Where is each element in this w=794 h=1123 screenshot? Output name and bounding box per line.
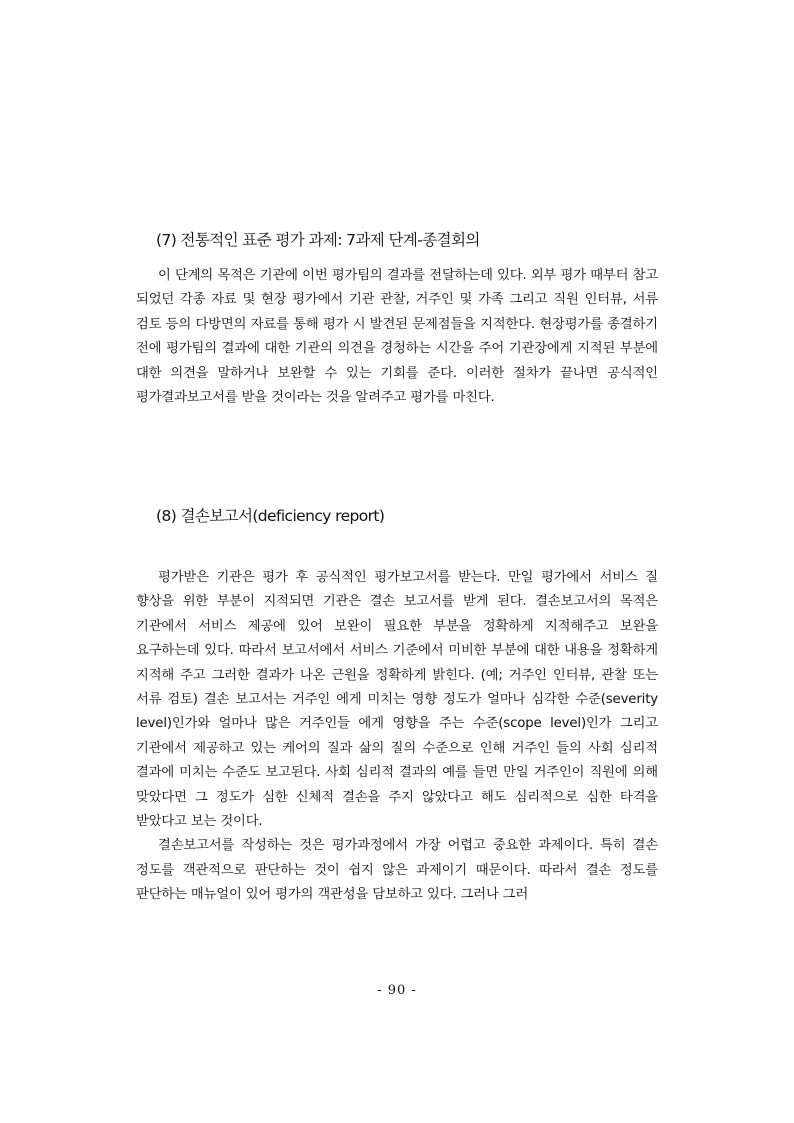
page-number: - 90 - (377, 983, 417, 998)
section-7-paragraph: 이 단계의 목적은 기관에 이번 평가팀의 결과를 전달하는데 있다. 외부 평가 때부터 참고 되었던 각종 자료 및 현장 평가에서 기관 관찰, 거주인 및 가족 그리고 직원 인터뷰, 서류 검토 등의 다방면의 자료를 통해 평가 시 발견된 문제점들을 지적한다. 현장평가를 종결하기 전에 평가팀의 결과에 대한 기관의 의견을 경청하는 시간을 주어 기관장에게 지적된 부분에 대한 의견을 말하거나 보완할 수 있는 기회를 준다. 이러한 절차가 끝나면 공식적인 평가결과보고서를 받을 것이라는 것을 알려주고 평가를 마친다. (136, 268, 658, 406)
section-8-paragraph-2: 결손보고서를 작성하는 것은 평가과정에서 가장 어렵고 중요한 과제이다. 특히 결손 정도를 객관적으로 판단하는 것이 쉽지 않은 과제이기 때문이다. 따라서 결손 정도를 판단하는 매뉴얼이 있어 평가의 객관성을 담보하고 있다. 그러나 그러 (136, 838, 658, 903)
section-7-heading: (7) 전통적인 표준 평가 과제: 7과제 단계-종결회의 (156, 231, 480, 249)
section-8-paragraph-1: 평가받은 기관은 평가 후 공식적인 평가보고서를 받는다. 만일 평가에서 서비스 질 향상을 위한 부분이 지적되면 기관은 결손 보고서를 받게 된다. 결손보고서의 목적은 기관에서 서비스 제공에 있어 보완이 필요한 부분을 정확하게 지적해주고 보완을 요구하는데 있다. 따라서 보고서에서 서비스 기준에서 미비한 부분에 대한 내용을 정확하게 지적해 주고 그러한 결과가 나온 근원을 정확하게 밝힌다. (예; 거주인 인터뷰, 관찰 또는 서류 검토) 결손 보고서는 거주인 에게 미치는 영향 정도가 얼마나 심각한 수준(severity level)인가와 얼마나 많은 거주인들 에게 영향을 주는 수준(scope level)인가 그리고 기관에서 제공하고 있는 케어의 질과 삶의 질의 수준으로 인해 거주인 들의 사회 심리적 결과에 미치는 수준도 보고된다. 사회 심리적 결과의 예를 들면 만일 거주인이 직원에 의해 맞았다면 그 정도가 심한 신체적 결손을 주지 않았다고 해도 심리적으로 심한 타격을 받았다고 보는 것이다. (136, 570, 658, 830)
section-8-heading: (8) 결손보고서(deficiency report) (156, 507, 385, 525)
section-8-body (136, 566, 658, 908)
section-7-body (136, 264, 658, 410)
